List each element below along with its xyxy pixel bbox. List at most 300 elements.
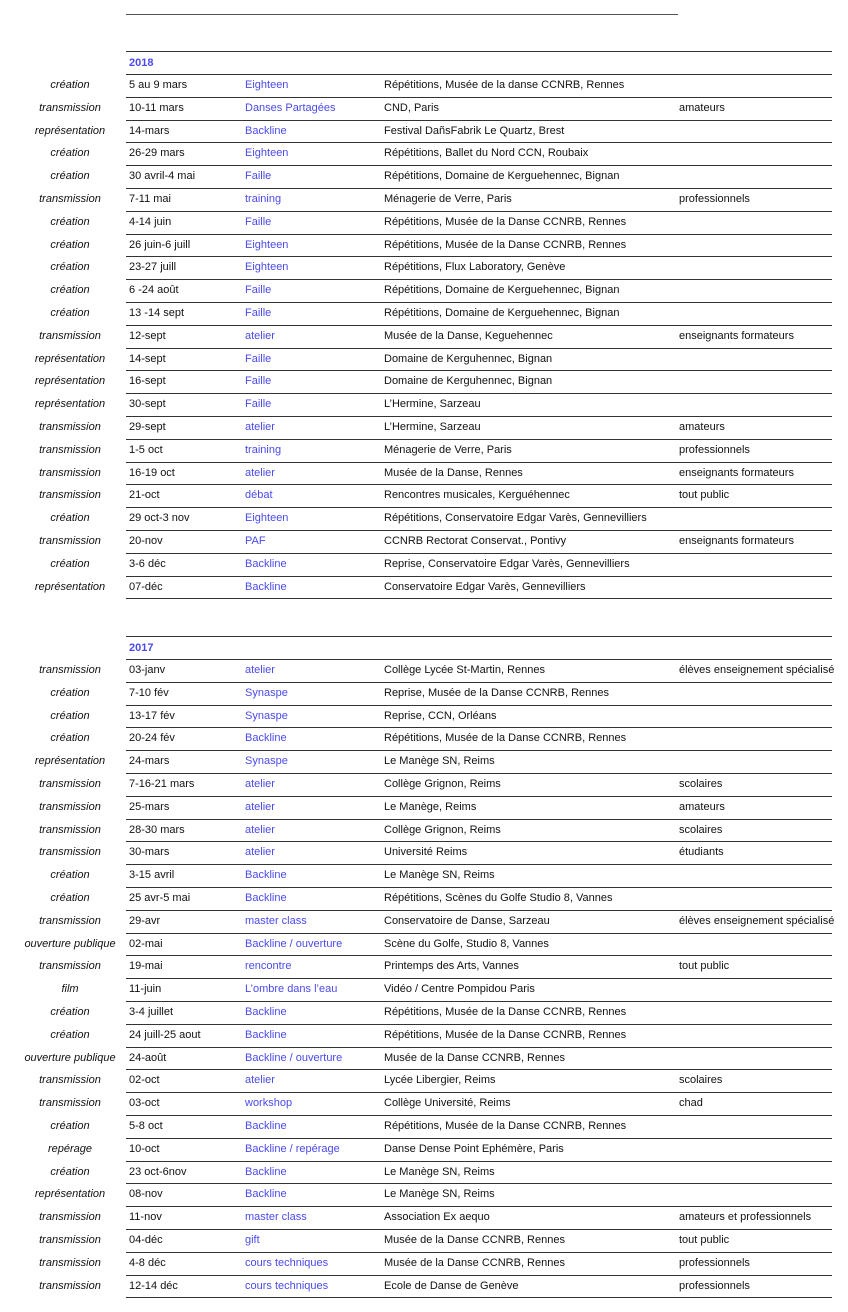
audience-cell: étudiants <box>679 846 724 859</box>
table-row <box>0 1024 848 1047</box>
venue-cell: Répétitions, Musée de la Danse CCNRB, Rennes <box>384 238 627 251</box>
date-cell: 23 oct-6nov <box>129 1165 187 1178</box>
audience-cell: enseignants formateurs <box>679 466 794 479</box>
date-cell: 3-6 déc <box>129 557 166 570</box>
table-row <box>0 507 848 530</box>
row-divider <box>126 188 832 189</box>
activity-type: représentation <box>34 124 106 137</box>
venue-cell: Musée de la Danse CCNRB, Rennes <box>384 1234 565 1246</box>
project-link[interactable]: atelier <box>245 846 275 859</box>
project-link[interactable]: atelier <box>245 823 275 836</box>
table-row <box>0 1115 848 1138</box>
project-link[interactable]: Backline <box>245 892 287 904</box>
venue-cell: Collège Université, Reims <box>384 1097 511 1110</box>
venue-cell: L’Hermine, Sarzeau <box>384 398 481 411</box>
row-divider <box>126 910 832 911</box>
project-link[interactable]: training <box>245 443 282 456</box>
date-cell: 20-nov <box>129 535 163 547</box>
activity-type: représentation <box>34 755 106 768</box>
venue-cell: Répétitions, Flux Laboratory, Genève <box>384 261 566 274</box>
project-link[interactable]: Backline / repérage <box>245 1142 340 1155</box>
row-divider <box>126 165 832 166</box>
activity-type: transmission <box>39 421 101 433</box>
date-cell: 14-mars <box>129 124 170 137</box>
section-bottom-rule <box>126 598 832 599</box>
date-cell: 14-sept <box>129 352 166 365</box>
row-divider <box>126 553 832 554</box>
venue-cell: Répétitions, Scènes du Golfe Studio 8, Vannes <box>384 892 613 904</box>
table-row <box>0 1206 848 1229</box>
year-header-2017 <box>126 636 832 659</box>
project-link[interactable]: débat <box>245 489 273 502</box>
row-divider <box>126 933 832 934</box>
table-row <box>0 325 848 348</box>
project-link[interactable]: Backline / ouverture <box>245 1051 343 1064</box>
row-divider <box>126 773 832 774</box>
row-divider <box>126 370 832 371</box>
date-cell: 6 -24 août <box>129 284 179 297</box>
activity-type: transmission <box>39 846 101 859</box>
activity-type: transmission <box>39 664 101 676</box>
venue-cell: Musée de la Danse, Keguehennec <box>384 329 553 342</box>
table-row <box>0 978 848 1001</box>
activity-type: transmission <box>39 914 101 927</box>
date-cell: 24-août <box>129 1051 167 1064</box>
row-divider <box>126 1092 832 1093</box>
year-label: 2017 <box>129 642 154 654</box>
project-link[interactable]: Faille <box>245 170 272 183</box>
activity-type: représentation <box>34 352 106 365</box>
project-link[interactable]: Eighteen <box>245 512 289 525</box>
project-link[interactable]: atelier <box>245 800 275 813</box>
audience-cell: enseignants formateurs <box>679 329 794 342</box>
activity-type: transmission <box>39 1074 101 1087</box>
project-link[interactable]: Synaspe <box>245 709 288 722</box>
table-row <box>0 1092 848 1115</box>
project-link[interactable]: training <box>245 193 282 205</box>
venue-cell: Le Manège SN, Reims <box>384 1165 495 1178</box>
date-cell: 7-10 fév <box>129 686 169 699</box>
date-cell: 08-nov <box>129 1188 163 1201</box>
activity-type: transmission <box>39 823 101 836</box>
date-cell: 04-déc <box>129 1234 163 1246</box>
activity-type: création <box>50 686 90 699</box>
table-row <box>0 773 848 796</box>
project-link[interactable]: Backline <box>245 1006 287 1018</box>
activity-type: représentation <box>34 398 106 411</box>
table-row <box>0 1229 848 1252</box>
table-row <box>0 74 848 97</box>
date-cell: 7-11 mai <box>129 193 171 205</box>
activity-type: transmission <box>39 1234 101 1246</box>
venue-cell: Collège Lycée St-Martin, Rennes <box>384 664 546 676</box>
table-row <box>0 910 848 933</box>
activity-type: représentation <box>34 1188 106 1201</box>
activity-type: ouverture publique <box>24 937 116 950</box>
table-row <box>0 142 848 165</box>
year-header-2018 <box>126 51 832 74</box>
venue-cell: Printemps des Arts, Vannes <box>384 960 519 973</box>
audience-cell: scolaires <box>679 1074 723 1087</box>
project-link[interactable]: Backline <box>245 1188 287 1201</box>
row-divider <box>126 256 832 257</box>
date-cell: 5-8 oct <box>129 1120 163 1132</box>
venue-cell: Vidéo / Centre Pompidou Paris <box>384 983 535 996</box>
date-cell: 16-19 oct <box>129 466 175 479</box>
row-divider <box>126 682 832 683</box>
project-link[interactable]: Faille <box>245 284 272 297</box>
activity-type: création <box>50 557 90 570</box>
activity-type: création <box>50 732 90 745</box>
audience-cell: professionnels <box>679 443 750 456</box>
venue-cell: Le Manège SN, Reims <box>384 755 495 768</box>
table-row <box>0 576 848 599</box>
row-divider <box>126 887 832 888</box>
venue-cell: Association Ex aequo <box>384 1211 490 1224</box>
venue-cell: Ménagerie de Verre, Paris <box>384 443 512 456</box>
venue-cell: Musée de la Danse CCNRB, Rennes <box>384 1256 565 1269</box>
project-link[interactable]: Synaspe <box>245 755 288 768</box>
venue-cell: Collège Grignon, Reims <box>384 778 501 790</box>
activity-type: ouverture publique <box>24 1051 116 1064</box>
venue-cell: CCNRB Rectorat Conservat., Pontivy <box>384 535 567 547</box>
venue-cell: Répétitions, Musée de la Danse CCNRB, Rennes <box>384 732 627 745</box>
date-cell: 02-mai <box>129 937 163 950</box>
row-divider <box>126 302 832 303</box>
row-divider <box>126 1138 832 1139</box>
row-divider <box>126 727 832 728</box>
date-cell: 13 -14 sept <box>129 307 185 319</box>
table-row <box>0 348 848 371</box>
audience-cell: professionnels <box>679 193 750 205</box>
activity-type: transmission <box>39 1097 101 1110</box>
project-link[interactable]: atelier <box>245 778 275 790</box>
project-link[interactable]: atelier <box>245 421 275 433</box>
row-divider <box>126 530 832 531</box>
activity-type: création <box>50 284 90 297</box>
date-cell: 07-déc <box>129 580 163 593</box>
table-row <box>0 955 848 978</box>
date-cell: 20-24 fév <box>129 732 175 745</box>
activity-type: transmission <box>39 778 101 790</box>
audience-cell: amateurs et professionnels <box>679 1211 812 1224</box>
row-divider <box>126 841 832 842</box>
table-row <box>0 933 848 956</box>
venue-cell: Répétitions, Domaine de Kerguehennec, Bignan <box>384 307 620 319</box>
venue-cell: Répétitions, Musée de la danse CCNRB, Rennes <box>384 79 625 91</box>
venue-cell: Ecole de Danse de Genève <box>384 1279 519 1292</box>
section-bottom-rule <box>126 1297 832 1298</box>
date-cell: 24 juill-25 aout <box>129 1028 201 1041</box>
date-cell: 19-mai <box>129 960 163 973</box>
row-divider <box>126 864 832 865</box>
project-link[interactable]: L’ombre dans l’eau <box>245 983 338 996</box>
table-row <box>0 416 848 439</box>
table-row <box>0 1138 848 1161</box>
project-link[interactable]: Backline <box>245 1120 287 1132</box>
table-row <box>0 530 848 553</box>
activity-type: transmission <box>39 489 101 502</box>
year-label: 2018 <box>129 57 154 69</box>
activity-type: transmission <box>39 443 101 456</box>
venue-cell: Le Manège SN, Reims <box>384 1188 495 1201</box>
date-cell: 02-oct <box>129 1074 160 1087</box>
date-cell: 23-27 juill <box>129 261 177 274</box>
activity-type: création <box>50 1165 90 1178</box>
table-row <box>0 439 848 462</box>
date-cell: 12-sept <box>129 329 166 342</box>
row-divider <box>126 705 832 706</box>
venue-cell: Rencontres musicales, Kerguéhennec <box>384 489 570 502</box>
date-cell: 5 au 9 mars <box>129 79 188 91</box>
activity-type: création <box>50 1120 90 1132</box>
venue-cell: Le Manège SN, Reims <box>384 869 495 882</box>
table-row <box>0 256 848 279</box>
date-cell: 29-sept <box>129 421 166 433</box>
activity-type: création <box>50 147 90 160</box>
date-cell: 29 oct-3 nov <box>129 512 190 525</box>
date-cell: 12-14 déc <box>129 1279 178 1292</box>
venue-cell: Répétitions, Domaine de Kerguehennec, Bignan <box>384 284 620 297</box>
project-link[interactable]: Faille <box>245 352 272 365</box>
row-divider <box>126 1001 832 1002</box>
project-link[interactable]: workshop <box>245 1097 293 1110</box>
row-divider <box>126 74 832 75</box>
row-divider <box>126 978 832 979</box>
activity-type: transmission <box>39 960 101 973</box>
table-row <box>0 705 848 728</box>
table-row <box>0 796 848 819</box>
date-cell: 30 avril-4 mai <box>129 170 196 183</box>
venue-cell: Danse Dense Point Ephémère, Paris <box>384 1142 564 1155</box>
table-row <box>0 1275 848 1298</box>
venue-cell: Reprise, CCN, Orléans <box>384 709 497 722</box>
table-row <box>0 682 848 705</box>
row-divider <box>126 393 832 394</box>
activity-type: transmission <box>39 1279 101 1292</box>
date-cell: 4-14 juin <box>129 215 172 228</box>
venue-cell: Reprise, Conservatoire Edgar Varès, Gennevilliers <box>384 557 630 570</box>
row-divider <box>126 659 832 660</box>
date-cell: 25 avr-5 mai <box>129 892 191 904</box>
activity-type: création <box>50 869 90 882</box>
project-link[interactable]: Eighteen <box>245 79 289 91</box>
row-divider <box>126 819 832 820</box>
project-link[interactable]: Backline <box>245 124 287 137</box>
table-row <box>0 1161 848 1184</box>
venue-cell: Conservatoire Edgar Varès, Gennevilliers <box>384 580 586 593</box>
project-link[interactable]: Backline <box>245 580 287 593</box>
activity-type: création <box>50 79 90 91</box>
project-link[interactable]: master class <box>245 1211 307 1224</box>
row-divider <box>126 325 832 326</box>
activity-type: représentation <box>34 580 106 593</box>
audience-cell: enseignants formateurs <box>679 535 794 547</box>
table-row <box>0 462 848 485</box>
audience-cell: professionnels <box>679 1279 750 1292</box>
table-row <box>0 165 848 188</box>
venue-cell: Répétitions, Domaine de Kerguehennec, Bignan <box>384 170 620 183</box>
project-link[interactable]: Faille <box>245 398 272 411</box>
table-row <box>0 727 848 750</box>
row-divider <box>126 234 832 235</box>
row-divider <box>126 462 832 463</box>
row-divider <box>126 439 832 440</box>
project-link[interactable]: atelier <box>245 466 275 479</box>
row-divider <box>126 211 832 212</box>
venue-cell: Répétitions, Musée de la Danse CCNRB, Rennes <box>384 215 627 228</box>
date-cell: 26 juin-6 juill <box>129 238 191 251</box>
venue-cell: Collège Grignon, Reims <box>384 823 501 836</box>
project-link[interactable]: Backline <box>245 1028 287 1041</box>
row-divider <box>126 1047 832 1048</box>
activity-type: création <box>50 215 90 228</box>
audience-cell: tout public <box>679 960 730 973</box>
venue-cell: L’Hermine, Sarzeau <box>384 421 481 433</box>
date-cell: 29-avr <box>129 914 161 927</box>
project-link[interactable]: Eighteen <box>245 238 289 251</box>
activity-type: création <box>50 238 90 251</box>
activity-type: transmission <box>39 193 101 205</box>
date-cell: 03-oct <box>129 1097 160 1110</box>
table-row <box>0 97 848 120</box>
project-link[interactable]: master class <box>245 914 307 927</box>
venue-cell: Conservatoire de Danse, Sarzeau <box>384 914 550 927</box>
row-divider <box>126 484 832 485</box>
project-link[interactable]: PAF <box>245 535 266 547</box>
activity-type: création <box>50 512 90 525</box>
activity-type: création <box>50 1028 90 1041</box>
project-link[interactable]: Backline <box>245 732 287 745</box>
activity-type: création <box>50 307 90 319</box>
table-row <box>0 484 848 507</box>
activity-type: création <box>50 261 90 274</box>
date-cell: 16-sept <box>129 375 166 388</box>
venue-cell: Festival DañsFabrik Le Quartz, Brest <box>384 124 565 137</box>
project-link[interactable]: Faille <box>245 215 272 228</box>
audience-cell: chad <box>679 1097 703 1110</box>
audience-cell: tout public <box>679 1234 730 1246</box>
project-link[interactable]: Danses Partagées <box>245 101 336 114</box>
venue-cell: Musée de la Danse, Rennes <box>384 466 523 479</box>
table-row <box>0 1001 848 1024</box>
table-row <box>0 120 848 143</box>
row-divider <box>126 1275 832 1276</box>
date-cell: 11-juin <box>129 983 162 996</box>
activity-type: transmission <box>39 466 101 479</box>
date-cell: 24-mars <box>129 755 170 768</box>
project-link[interactable]: gift <box>245 1234 260 1246</box>
activity-type: repérage <box>47 1142 93 1155</box>
date-cell: 28-30 mars <box>129 823 185 836</box>
date-cell: 30-sept <box>129 398 166 411</box>
venue-cell: Répétitions, Ballet du Nord CCN, Roubaix <box>384 147 589 160</box>
date-cell: 10-11 mars <box>129 101 184 114</box>
activity-type: transmission <box>39 101 101 114</box>
date-cell: 4-8 déc <box>129 1256 166 1269</box>
table-row <box>0 279 848 302</box>
project-link[interactable]: cours techniques <box>245 1279 329 1292</box>
venue-cell: Musée de la Danse CCNRB, Rennes <box>384 1051 565 1064</box>
audience-cell: amateurs <box>679 800 725 813</box>
activity-type: transmission <box>39 800 101 813</box>
row-divider <box>126 1069 832 1070</box>
project-link[interactable]: Backline <box>245 557 287 570</box>
row-divider <box>126 416 832 417</box>
project-link[interactable]: Eighteen <box>245 147 289 160</box>
table-row <box>0 1069 848 1092</box>
audience-cell: élèves enseignement spécialisé <box>679 914 835 927</box>
table-row <box>0 188 848 211</box>
row-divider <box>126 348 832 349</box>
venue-cell: Ménagerie de Verre, Paris <box>384 193 512 205</box>
row-divider <box>126 279 832 280</box>
project-link[interactable]: Backline <box>245 1165 287 1178</box>
venue-cell: Répétitions, Musée de la Danse CCNRB, Rennes <box>384 1028 627 1041</box>
row-divider <box>126 142 832 143</box>
activity-type: film <box>61 983 79 996</box>
audience-cell: tout public <box>679 489 730 502</box>
activity-type: transmission <box>39 535 101 547</box>
table-row <box>0 211 848 234</box>
project-link[interactable]: Faille <box>245 375 272 388</box>
project-link[interactable]: cours techniques <box>245 1256 329 1269</box>
table-row <box>0 234 848 257</box>
project-link[interactable]: Eighteen <box>245 261 289 274</box>
activity-type: création <box>50 170 90 183</box>
row-divider <box>126 1229 832 1230</box>
row-divider <box>126 1206 832 1207</box>
date-cell: 1-5 oct <box>129 443 163 456</box>
activity-type: représentation <box>34 375 106 388</box>
venue-cell: Répétitions, Musée de la Danse CCNRB, Rennes <box>384 1006 627 1018</box>
project-link[interactable]: Backline / ouverture <box>245 937 343 950</box>
project-link[interactable]: atelier <box>245 664 275 676</box>
activity-type: transmission <box>39 1211 101 1224</box>
date-cell: 11-nov <box>129 1211 162 1224</box>
top-rule <box>126 14 678 15</box>
table-row <box>0 1252 848 1275</box>
project-link[interactable]: Synaspe <box>245 686 288 699</box>
date-cell: 21-oct <box>129 489 160 502</box>
venue-cell: Le Manège, Reims <box>384 800 477 813</box>
project-link[interactable]: Faille <box>245 307 272 319</box>
project-link[interactable]: atelier <box>245 329 275 342</box>
date-cell: 3-15 avril <box>129 869 175 882</box>
activity-type: transmission <box>39 329 101 342</box>
table-row <box>0 1183 848 1206</box>
table-row <box>0 659 848 682</box>
table-row <box>0 864 848 887</box>
row-divider <box>126 796 832 797</box>
project-link[interactable]: Backline <box>245 869 287 882</box>
table-row <box>0 370 848 393</box>
venue-cell: Scène du Golfe, Studio 8, Vannes <box>384 937 549 950</box>
venue-cell: CND, Paris <box>384 101 440 114</box>
project-link[interactable]: atelier <box>245 1074 275 1087</box>
row-divider <box>126 1161 832 1162</box>
audience-cell: scolaires <box>679 823 723 836</box>
activity-type: transmission <box>39 1256 101 1269</box>
venue-cell: Domaine de Kerguhennec, Bignan <box>384 352 553 365</box>
row-divider <box>126 1024 832 1025</box>
project-link[interactable]: rencontre <box>245 960 292 973</box>
audience-cell: professionnels <box>679 1256 750 1269</box>
row-divider <box>126 576 832 577</box>
table-row <box>0 393 848 416</box>
row-divider <box>126 1252 832 1253</box>
row-divider <box>126 955 832 956</box>
